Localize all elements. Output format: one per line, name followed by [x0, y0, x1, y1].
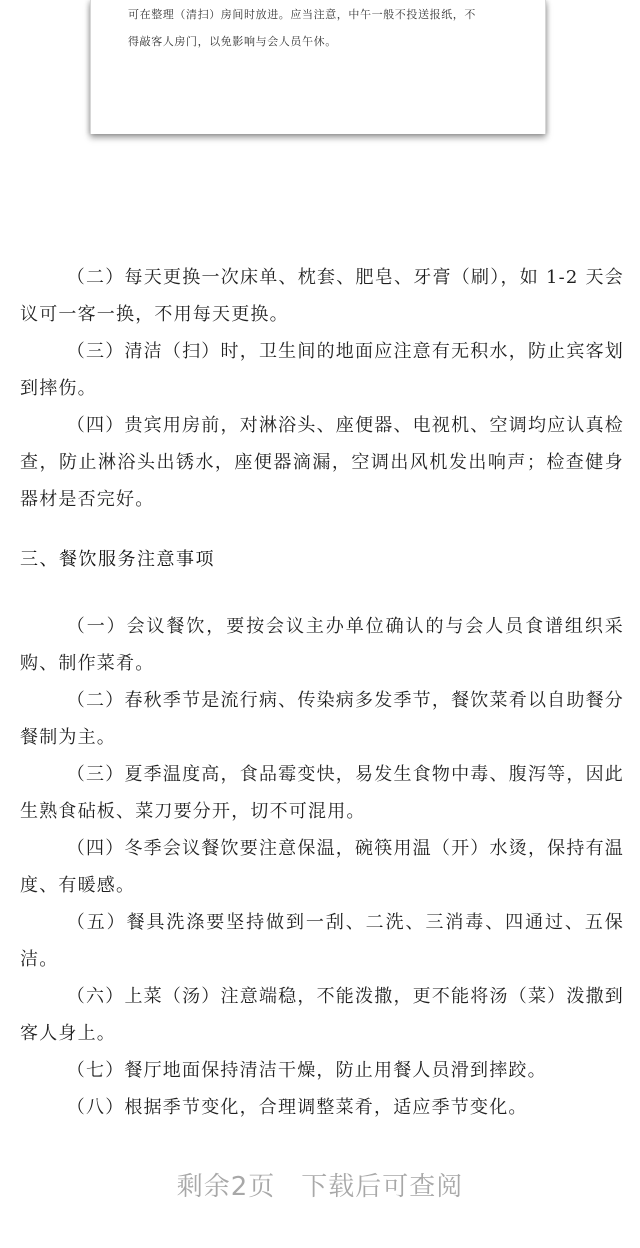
catering-item-8: （八）根据季节变化，合理调整菜肴，适应季节变化。: [66, 1097, 528, 1118]
catering-item-3: （三）夏季温度高，食品霉变快，易发生食物中毒、腹泻等，因此生熟食砧板、菜刀要分开，切不可混用。: [20, 764, 624, 822]
paragraph-item-2: （二）每天更换一次床单、枕套、肥皂、牙膏（刷），如 1-2 天会议可一客一换，不用每天更换。: [20, 267, 624, 325]
download-to-view-label[interactable]: 下载后可查阅: [301, 1172, 464, 1202]
preview-line-1: 可在整理（清扫）房间时放进。应当注意，中午一般不投送报纸，不: [128, 8, 476, 21]
catering-item-5: （五）餐具洗涤要坚持做到一刮、二洗、三消毒、四通过、五保洁。: [20, 912, 624, 970]
previous-page-preview: [90, 0, 546, 134]
preview-line-2: 得敲客人房门，以免影响与会人员午休。: [128, 35, 337, 48]
paragraph-item-4: （四）贵宾用房前，对淋浴头、座便器、电视机、空调均应认真检查，防止淋浴头出锈水，座便器滴漏，空调出风机发出响声；检查健身器材是否完好。: [20, 415, 624, 510]
catering-item-1: （一）会议餐饮，要按会议主办单位确认的与会人员食谱组织采购、制作菜肴。: [20, 616, 624, 674]
paragraph-item-3: （三）清洁（扫）时，卫生间的地面应注意有无积水，防止宾客划到摔伤。: [20, 341, 624, 399]
catering-item-2: （二）春秋季节是流行病、传染病多发季节，餐饮菜肴以自助餐分餐制为主。: [20, 690, 624, 748]
catering-item-7: （七）餐厅地面保持清洁干燥，防止用餐人员滑到摔跤。: [66, 1060, 547, 1081]
section-heading: 三、餐饮服务注意事项: [20, 549, 215, 570]
catering-item-6: （六）上菜（汤）注意端稳，不能泼撒，更不能将汤（菜）泼撒到客人身上。: [20, 986, 624, 1044]
remaining-pages-label[interactable]: 剩余2页: [176, 1172, 276, 1202]
catering-item-4: （四）冬季会议餐饮要注意保温，碗筷用温（开）水烫，保持有温度、有暖感。: [20, 838, 624, 896]
download-prompt[interactable]: [0, 1166, 640, 1203]
